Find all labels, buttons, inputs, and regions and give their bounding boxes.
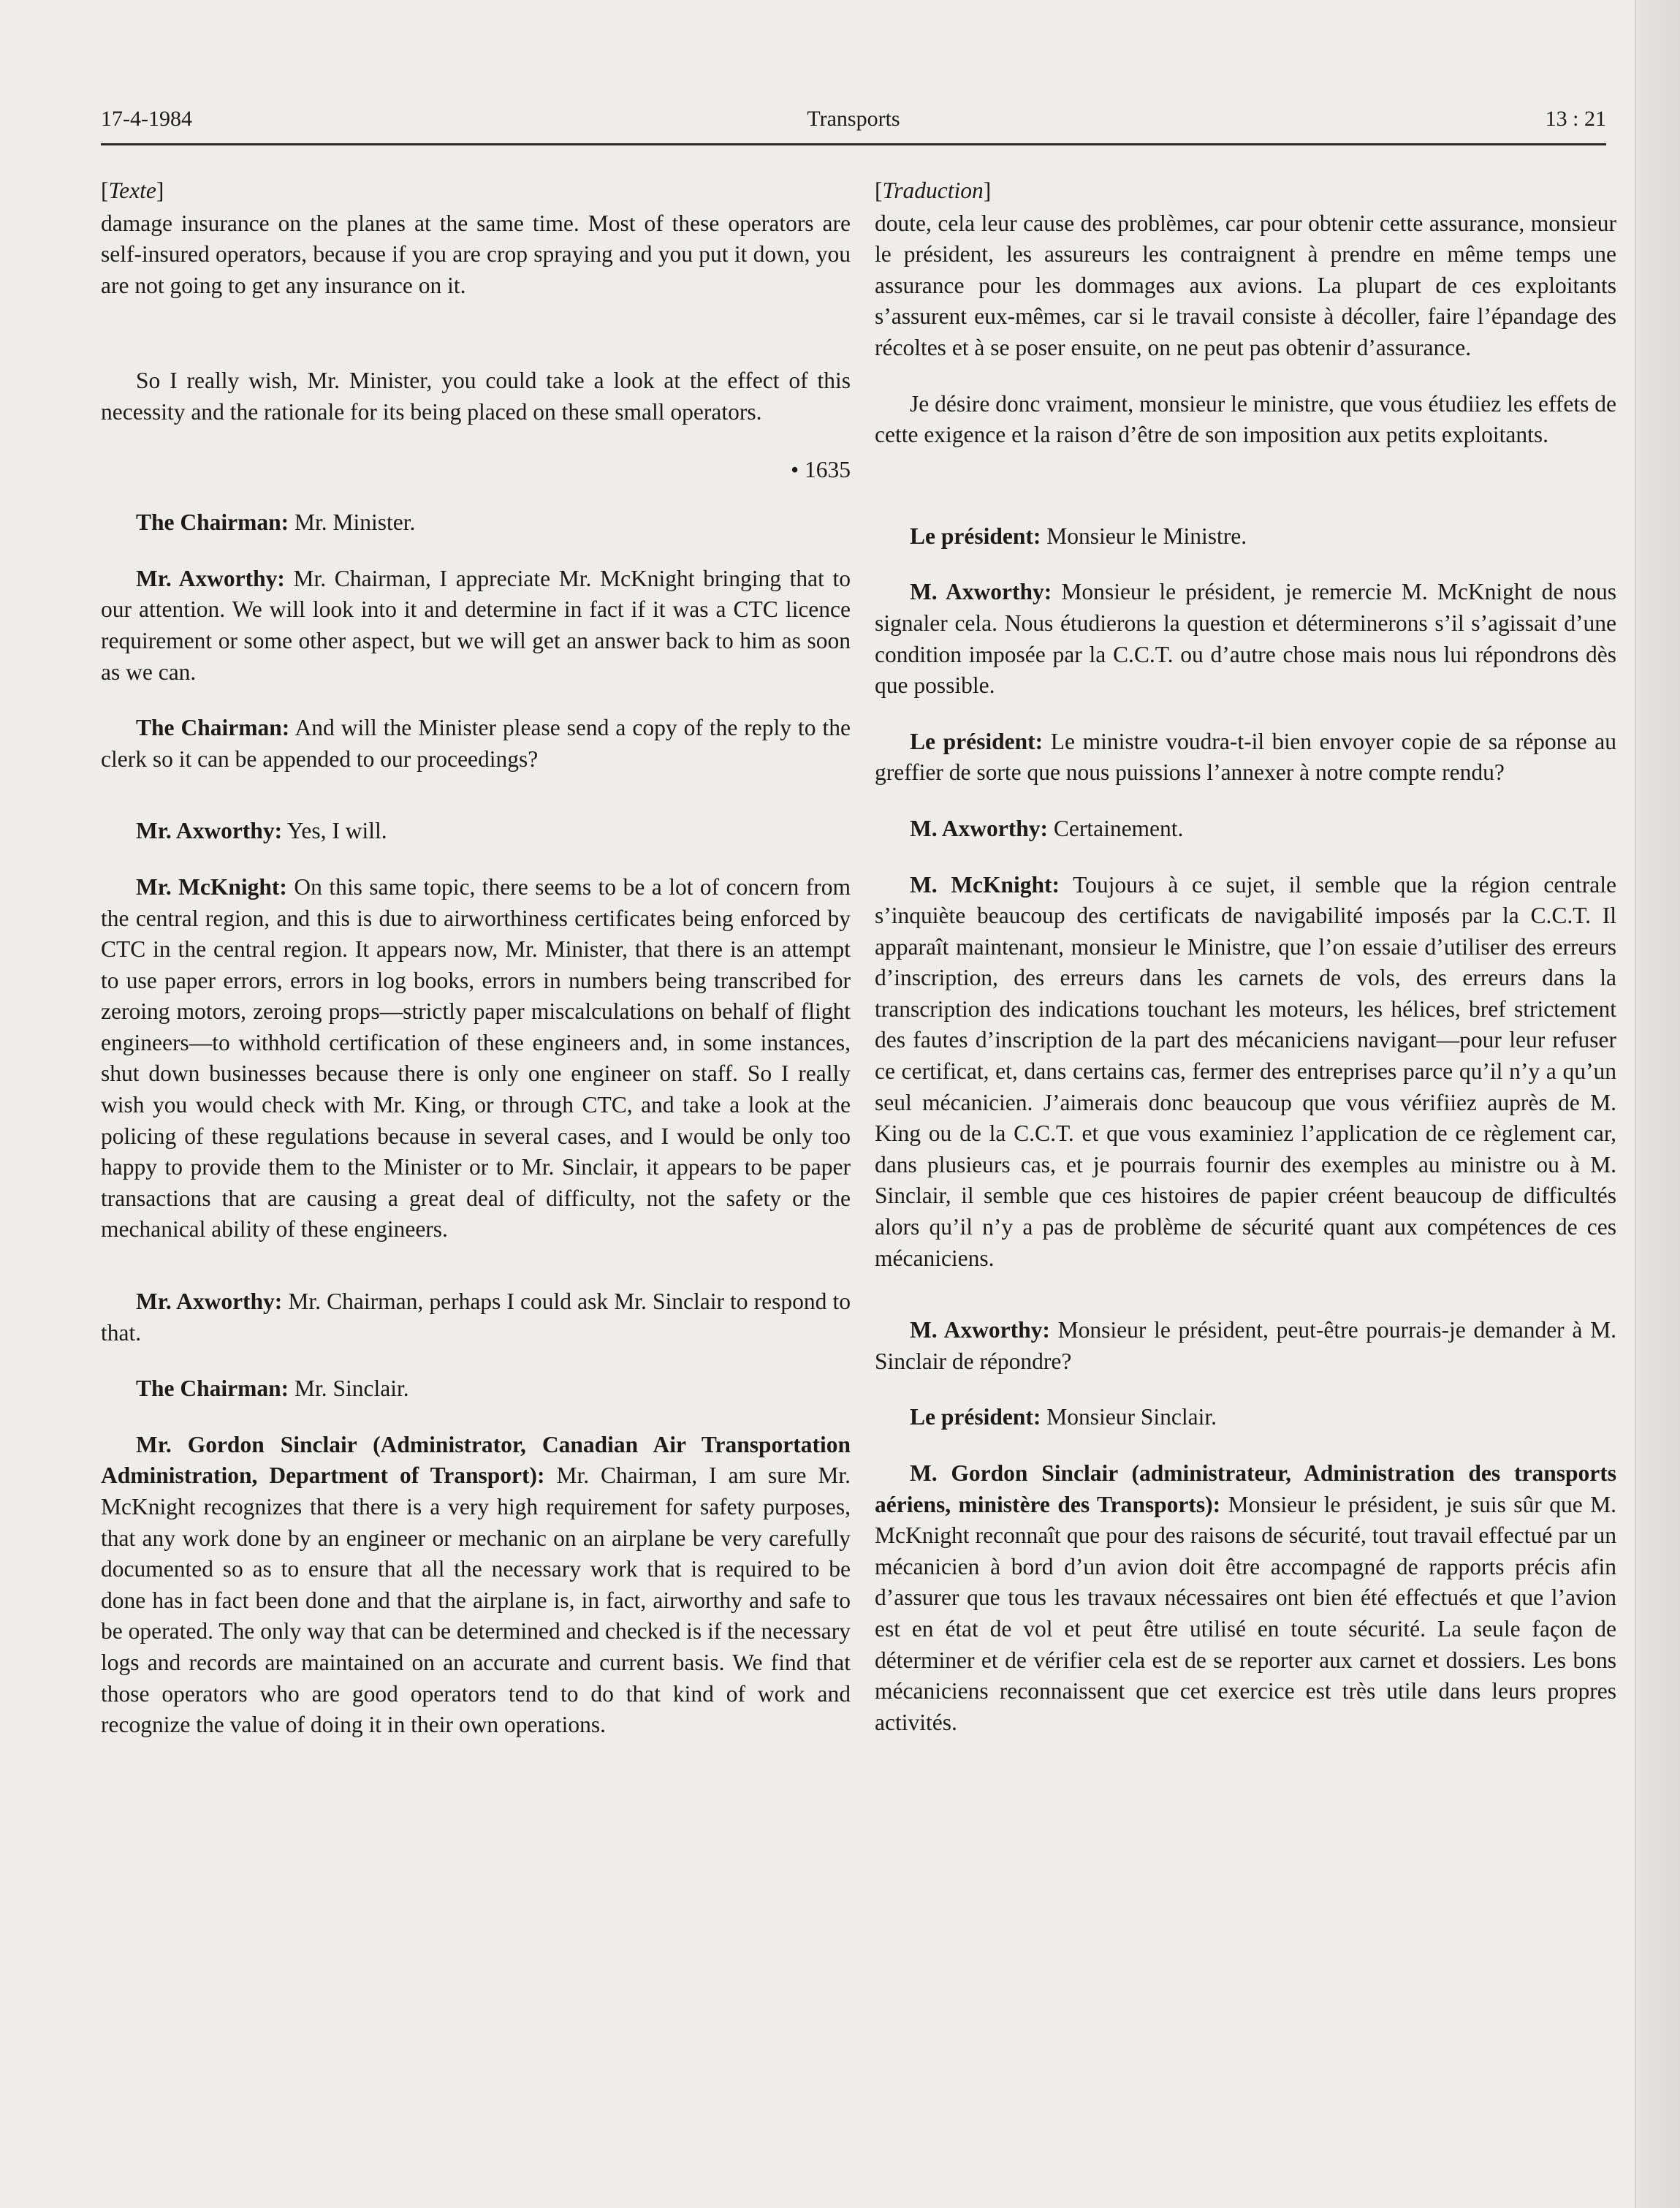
speaker: Mr. McKnight: — [136, 873, 287, 900]
speaker: Le président: — [910, 728, 1044, 754]
header-date: 17-4-1984 — [101, 107, 192, 131]
header-title: Transports — [807, 107, 900, 131]
paragraph: Mr. Axworthy: Mr. Chairman, perhaps I could ask Mr. Sinclair to respond to that. — [101, 1289, 851, 1346]
paragraph: So I really wish, Mr. Minister, you could take a look at the effect of this necessity and the rationale for its being placed on these small operators. — [101, 368, 851, 425]
paragraph: M. Axworthy: Monsieur le président, peut-être pourrais-je demander à M. Sinclair de répondre? — [875, 1317, 1617, 1374]
paragraph: Le président: Le ministre voudra-t-il bien envoyer copie de sa réponse au greffier de sorte que nous puissions l’annexer à notre compte rendu? — [875, 728, 1617, 786]
speaker: The Chairman: — [136, 509, 289, 536]
header-rule — [101, 143, 1606, 145]
page-edge — [1635, 0, 1680, 2208]
paragraph: damage insurance on the planes at the same time. Most of these operators are self-insured operators, because if you are crop spraying and you put it down, you are not going to get any insurance on it. — [101, 210, 851, 298]
speaker: The Chairman: — [136, 715, 290, 741]
speaker: Le président: — [910, 523, 1041, 549]
page-header — [101, 102, 1606, 146]
left-column — [101, 175, 851, 2149]
speaker: M. Axworthy: — [910, 815, 1048, 841]
right-column-label: [Traduction] — [875, 178, 992, 203]
time-marker: • 1635 — [791, 456, 851, 482]
speaker: Le président: — [910, 1404, 1041, 1430]
left-column-label: [Texte] — [101, 178, 164, 203]
right-column — [875, 175, 1616, 2149]
paragraph: M. McKnight: Toujours à ce sujet, il semble que la région centrale s’inquiète beaucoup des certificats de navigabilité imposés par la C.C.T. Il apparaît maintenant, monsieur le Ministre, que l’on essaie d’utiliser des erreurs d’inscription, des erreurs dans les carnets de vols, des erreurs dans la transcription des indications touchant les moteurs, les hélices, bref strictement des fautes d’inscription de la part des mécaniciens navigant—pour leur refuser ce certificat, et, dans certains cas, fermer des entreprises parce qu’il n’y a qu’un seul mécanicien. J’aimerais donc beaucoup que vous vérifiiez auprès de M. King ou de la C.C.T. et que vous examiniez l’application de ce règlement car, dans plusieurs cas, et je pourrais fournir des exemples au ministre ou à M. Sinclair, il semble que ces histoires de papier créent beaucoup de difficultés alors qu’il n’y a pas de problème de sécurité quant aux compétences de ces mécaniciens. — [875, 871, 1617, 1271]
speaker: Mr. Gordon Sinclair (Administrator, Canadian Air Transportation Administration, Department of Transport): — [101, 1431, 851, 1489]
paragraph: M. Gordon Sinclair (administrateur, Administration des transports aériens, ministère des Transports): Monsieur le président, je suis sûr que M. McKnight reconnaît que pour des raisons de sécurité, tout travail effectué par un mécanicien à bord d’un avion doit être accompagné de rapports précis afin d’assurer que tous les travaux nécessaires ont bien été effectués et que l’avion est en état de vol et peut être utilisé en toute sécurité. La seule façon de déterminer et de vérifier cela est de se reporter aux carnet et dossiers. Les bons mécaniciens reconnaissent que cet exercice est très utile dans leurs propres activités. — [875, 1460, 1616, 1735]
speaker: The Chairman: — [136, 1376, 289, 1402]
paragraph: Mr. Axworthy: Yes, I will. — [136, 818, 387, 844]
speaker: Mr. Axworthy: — [136, 1289, 283, 1315]
paragraph: Mr. Axworthy: Mr. Chairman, I appreciate Mr. McKnight bringing that to our attention. We will look into it and determine in fact if it was a CTC licence requirement or some other aspect, but we will get an answer back to him as soon as we can. — [101, 565, 851, 685]
speaker: M. Axworthy: — [910, 1317, 1050, 1343]
paragraph: Je désire donc vraiment, monsieur le ministre, que vous étudiiez les effets de cette exigence et la raison d’être de son imposition aux petits exploitants. — [875, 390, 1616, 448]
paragraph: Le président: Monsieur le Ministre. — [910, 523, 1247, 549]
paragraph: Le président: Monsieur Sinclair. — [910, 1404, 1217, 1430]
speaker: Mr. Axworthy: — [136, 565, 285, 591]
speaker: M. McKnight: — [910, 871, 1060, 898]
paragraph: The Chairman: And will the Minister please send a copy of the reply to the clerk so it can be appended to our proceedings? — [101, 715, 851, 772]
header-page-number: 13 : 21 — [1545, 107, 1606, 131]
paragraph: M. Axworthy: Monsieur le président, je remercie M. McKnight de nous signaler cela. Nous étudierons la question et déterminerons s’il s’agissait d’une condition imposée par la C.C.T. ou d’autre chose mais nous lui répondrons dès que possible. — [875, 579, 1616, 699]
paragraph: doute, cela leur cause des problèmes, car pour obtenir cette assurance, monsieur le président, les assureurs les contraignent à prendre en même temps une assurance pour les dommages aux avions. La plupart de ces exploitants s’assurent eux-mêmes, car si le travail consiste à décoller, faire l’épandage des récoltes et à se poser ensuite, on ne peut pas obtenir d’assurance. — [875, 210, 1616, 360]
speaker: M. Gordon Sinclair (administrateur, Administration des transports aériens, ministère des Transports): — [875, 1460, 1616, 1517]
paragraph: The Chairman: Mr. Minister. — [136, 509, 416, 536]
paragraph: Mr. Gordon Sinclair (Administrator, Canadian Air Transportation Administration, Department of Transport): Mr. Chairman, I am sure Mr. McKnight recognizes that there is a very high requirement for safety purposes, that any work done by an engineer or mechanic on an airplane be very carefully documented so as to ensure that all the necessary work that is required to be done has in fact been done and that the airplane is, in fact, airworthy and safe to be operated. The only way that can be determined and checked is if the necessary logs and records are maintained on an accurate and current basis. We find that those operators who are good operators tend to do that kind of work and recognize the value of doing it in their own operations. — [101, 1431, 851, 1738]
paragraph: Mr. McKnight: On this same topic, there seems to be a lot of concern from the central region, and this is due to airworthiness certificates being enforced by CTC in the central region. It appears now, Mr. Minister, that there is an attempt to use paper errors, errors in log books, errors in numbers being transcribed for zeroing motors, zeroing props—strictly paper miscalculations on behalf of flight engineers—to withhold certification of these engineers and, in some instances, shut down businesses because there is only one engineer on staff. So I really wish you would check with Mr. King, or through CTC, and take a look at the policing of these regulations because in several cases, and I would be only too happy to provide them to the Minister or to Mr. Sinclair, it appears to be paper transactions that are causing a great deal of difficulty, not the safety or the mechanical ability of these engineers. — [101, 873, 851, 1243]
speaker: M. Axworthy: — [910, 579, 1052, 605]
speaker: Mr. Axworthy: — [136, 818, 283, 844]
paragraph: The Chairman: Mr. Sinclair. — [136, 1376, 409, 1402]
paragraph: M. Axworthy: Certainement. — [910, 815, 1184, 841]
